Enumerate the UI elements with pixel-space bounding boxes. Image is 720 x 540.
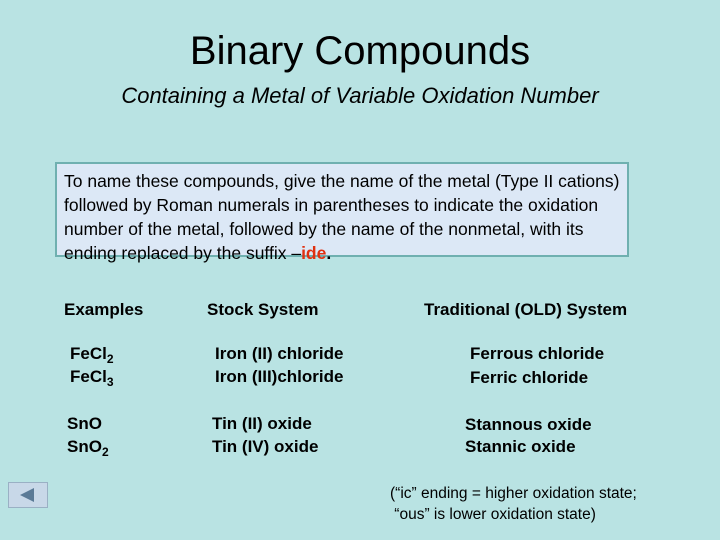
stock-name-sno: Tin (II) oxide [212,414,312,433]
traditional-name-fecl2: Ferrous chloride [470,344,605,363]
footnote-line-2: “ous” is lower oxidation state) [390,506,596,523]
formula-fecl2: FeCl$_2$ [70,344,114,366]
traditional-name-sno: Stannous oxide [465,415,592,434]
formula-sno: SnO [67,414,102,433]
stock-name-fecl2: Iron (II) chloride [215,344,344,363]
formula-fecl3: FeCl$_3$ [70,367,114,389]
info-box [55,162,629,263]
footnote [390,483,637,525]
info-text: To name these compounds, give the name of the metal (Type II cations) followed by Roman numerals in parentheses to indicate the oxidation number of the metal, followed by the name of the nonmetal, with its ending replaced by the suffix – [64,171,620,263]
info-end: . [326,243,332,263]
stock-name-fecl3: Iron (III)chloride [215,367,344,386]
header-traditional-system: Traditional (OLD) System [424,300,628,319]
traditional-name-fecl3: Ferric chloride [470,368,589,387]
traditional-name-sno2: Stannic oxide [465,437,576,456]
back-arrow-icon [20,488,34,502]
formula-sno2: SnO$_2$ [67,437,109,459]
header-stock-system: Stock System [207,300,319,319]
slide-subtitle: Containing a Metal of Variable Oxidation Number [121,83,599,108]
slide-title: Binary Compounds [189,29,531,73]
stock-name-sno2: Tin (IV) oxide [212,437,319,456]
info-suffix: ide [301,243,327,263]
header-examples: Examples [64,300,144,319]
footnote-line-1: (“ic” ending = higher oxidation state; [390,485,637,502]
back-button[interactable] [8,482,48,508]
